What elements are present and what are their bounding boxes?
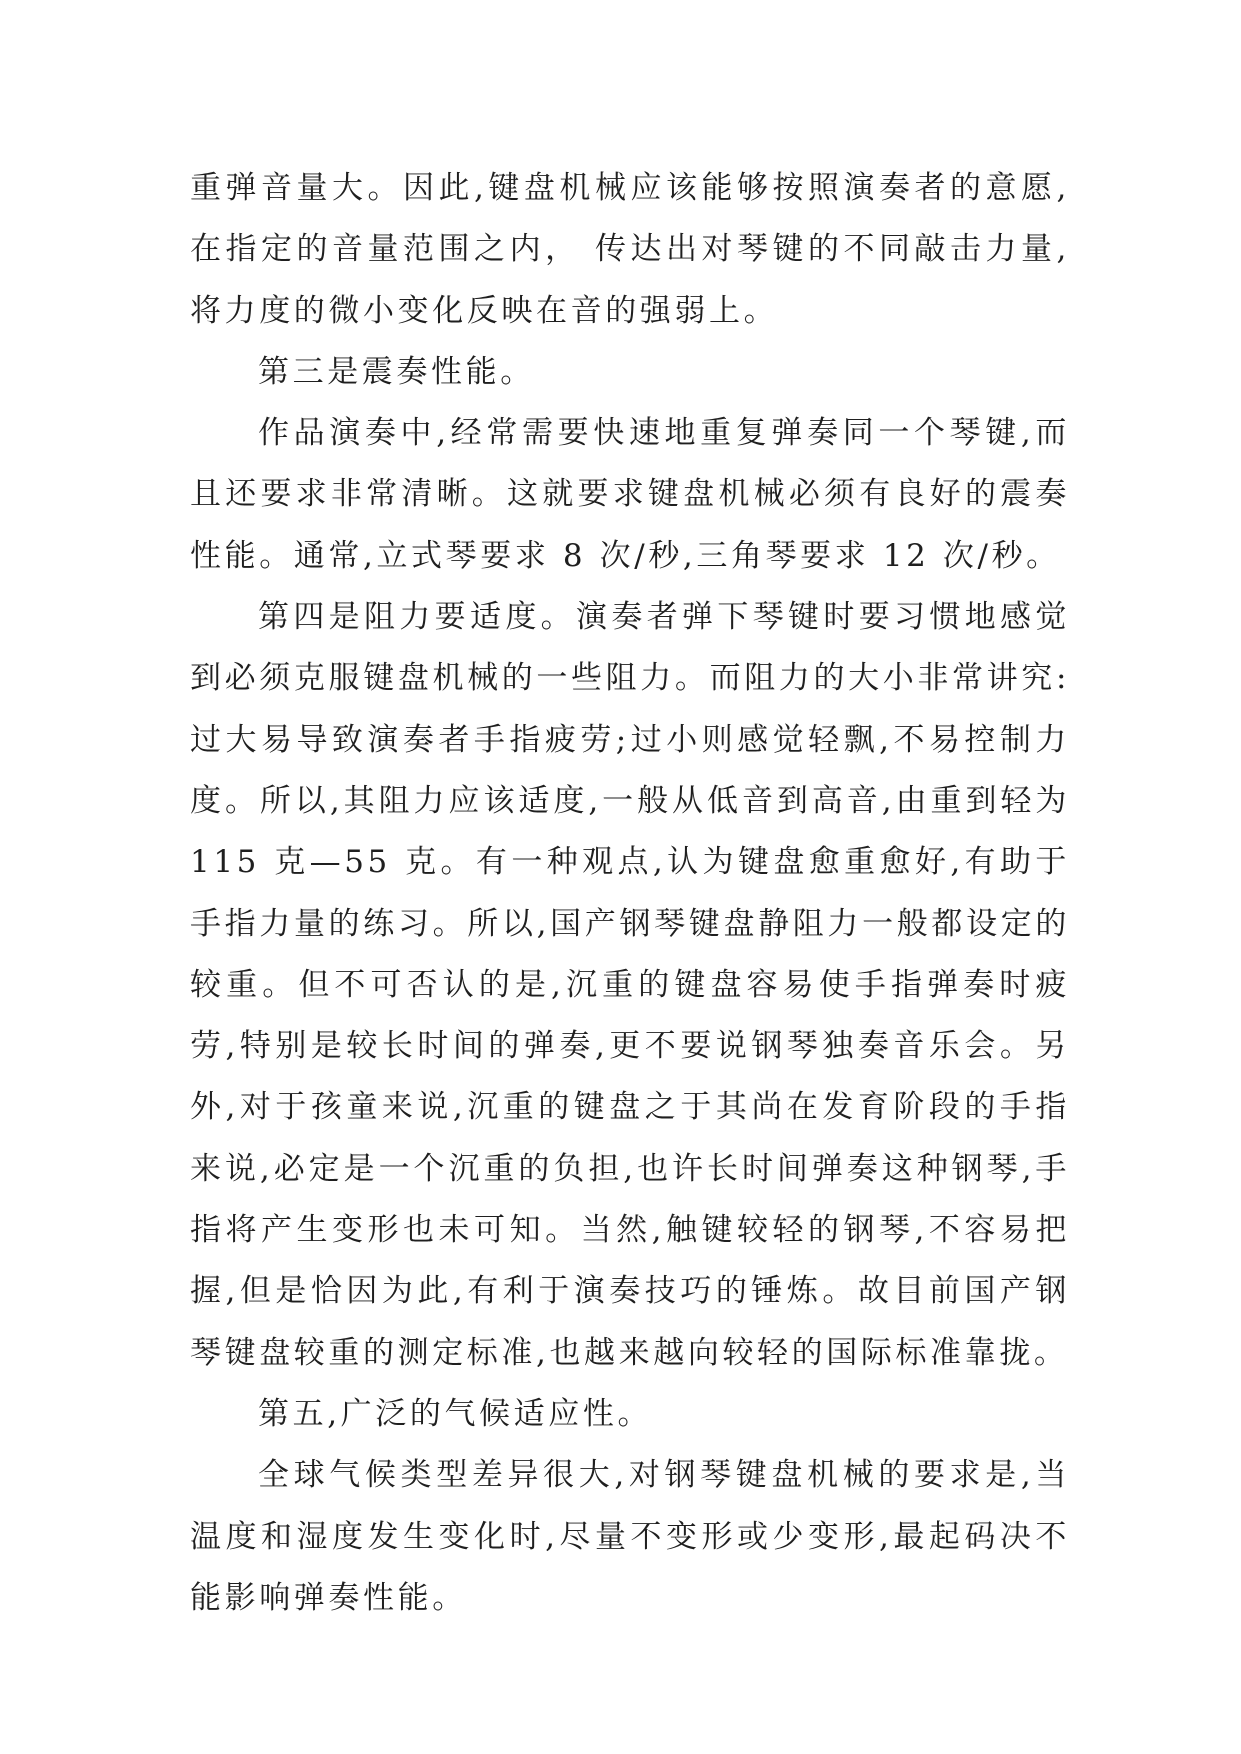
paragraph-6: 全球气候类型差异很大,对钢琴键盘机械的要求是,当温度和湿度发生变化时,尽量不变形或少变形,最起码决不能影响弹奏性能。 bbox=[190, 1457, 1070, 1616]
paragraph-2: 第三是震奏性能。 bbox=[258, 353, 535, 390]
body-text bbox=[190, 158, 1070, 1629]
paragraph-5: 第五,广泛的气候适应性。 bbox=[258, 1395, 653, 1432]
paragraph-1: 重弹音量大。因此,键盘机械应该能够按照演奏者的意愿,在指定的音量范围之内， 传达出对琴键的不同敲击力量,将力度的微小变化反映在音的强弱上。 bbox=[190, 170, 1070, 329]
paragraph-4: 第四是阻力要适度。演奏者弹下琴键时要习惯地感觉到必须克服键盘机械的一些阻力。而阻力的大小非常讲究:过大易导致演奏者手指疲劳;过小则感觉轻飘,不易控制力度。所以,其阻力应该适度,一般从低音到高音,由重到轻为 115 克—55 克。有一种观点,认为键盘愈重愈好,有助于手指力量的练习。所以,国产钢琴键盘静阻力一般都设定的较重。但不可否认的是,沉重的键盘容易使手指弹奏时疲劳,特别是较长时间的弹奏,更不要说钢琴独奏音乐会。另外,对于孩童来说,沉重的键盘之于其尚在发育阶段的手指来说,必定是一个沉重的负担,也许长时间弹奏这种钢琴,手指将产生变形也未可知。当然,触键较轻的钢琴,不容易把握,但是恰因为此,有利于演奏技巧的锤炼。故目前国产钢琴键盘较重的测定标准,也越来越向较轻的国际标准靠拢。 bbox=[190, 599, 1070, 1371]
paragraph-3: 作品演奏中,经常需要快速地重复弹奏同一个琴键,而且还要求非常清晰。这就要求键盘机械必须有良好的震奏性能。通常,立式琴要求 8 次/秒,三角琴要求 12 次/秒。 bbox=[190, 415, 1070, 574]
